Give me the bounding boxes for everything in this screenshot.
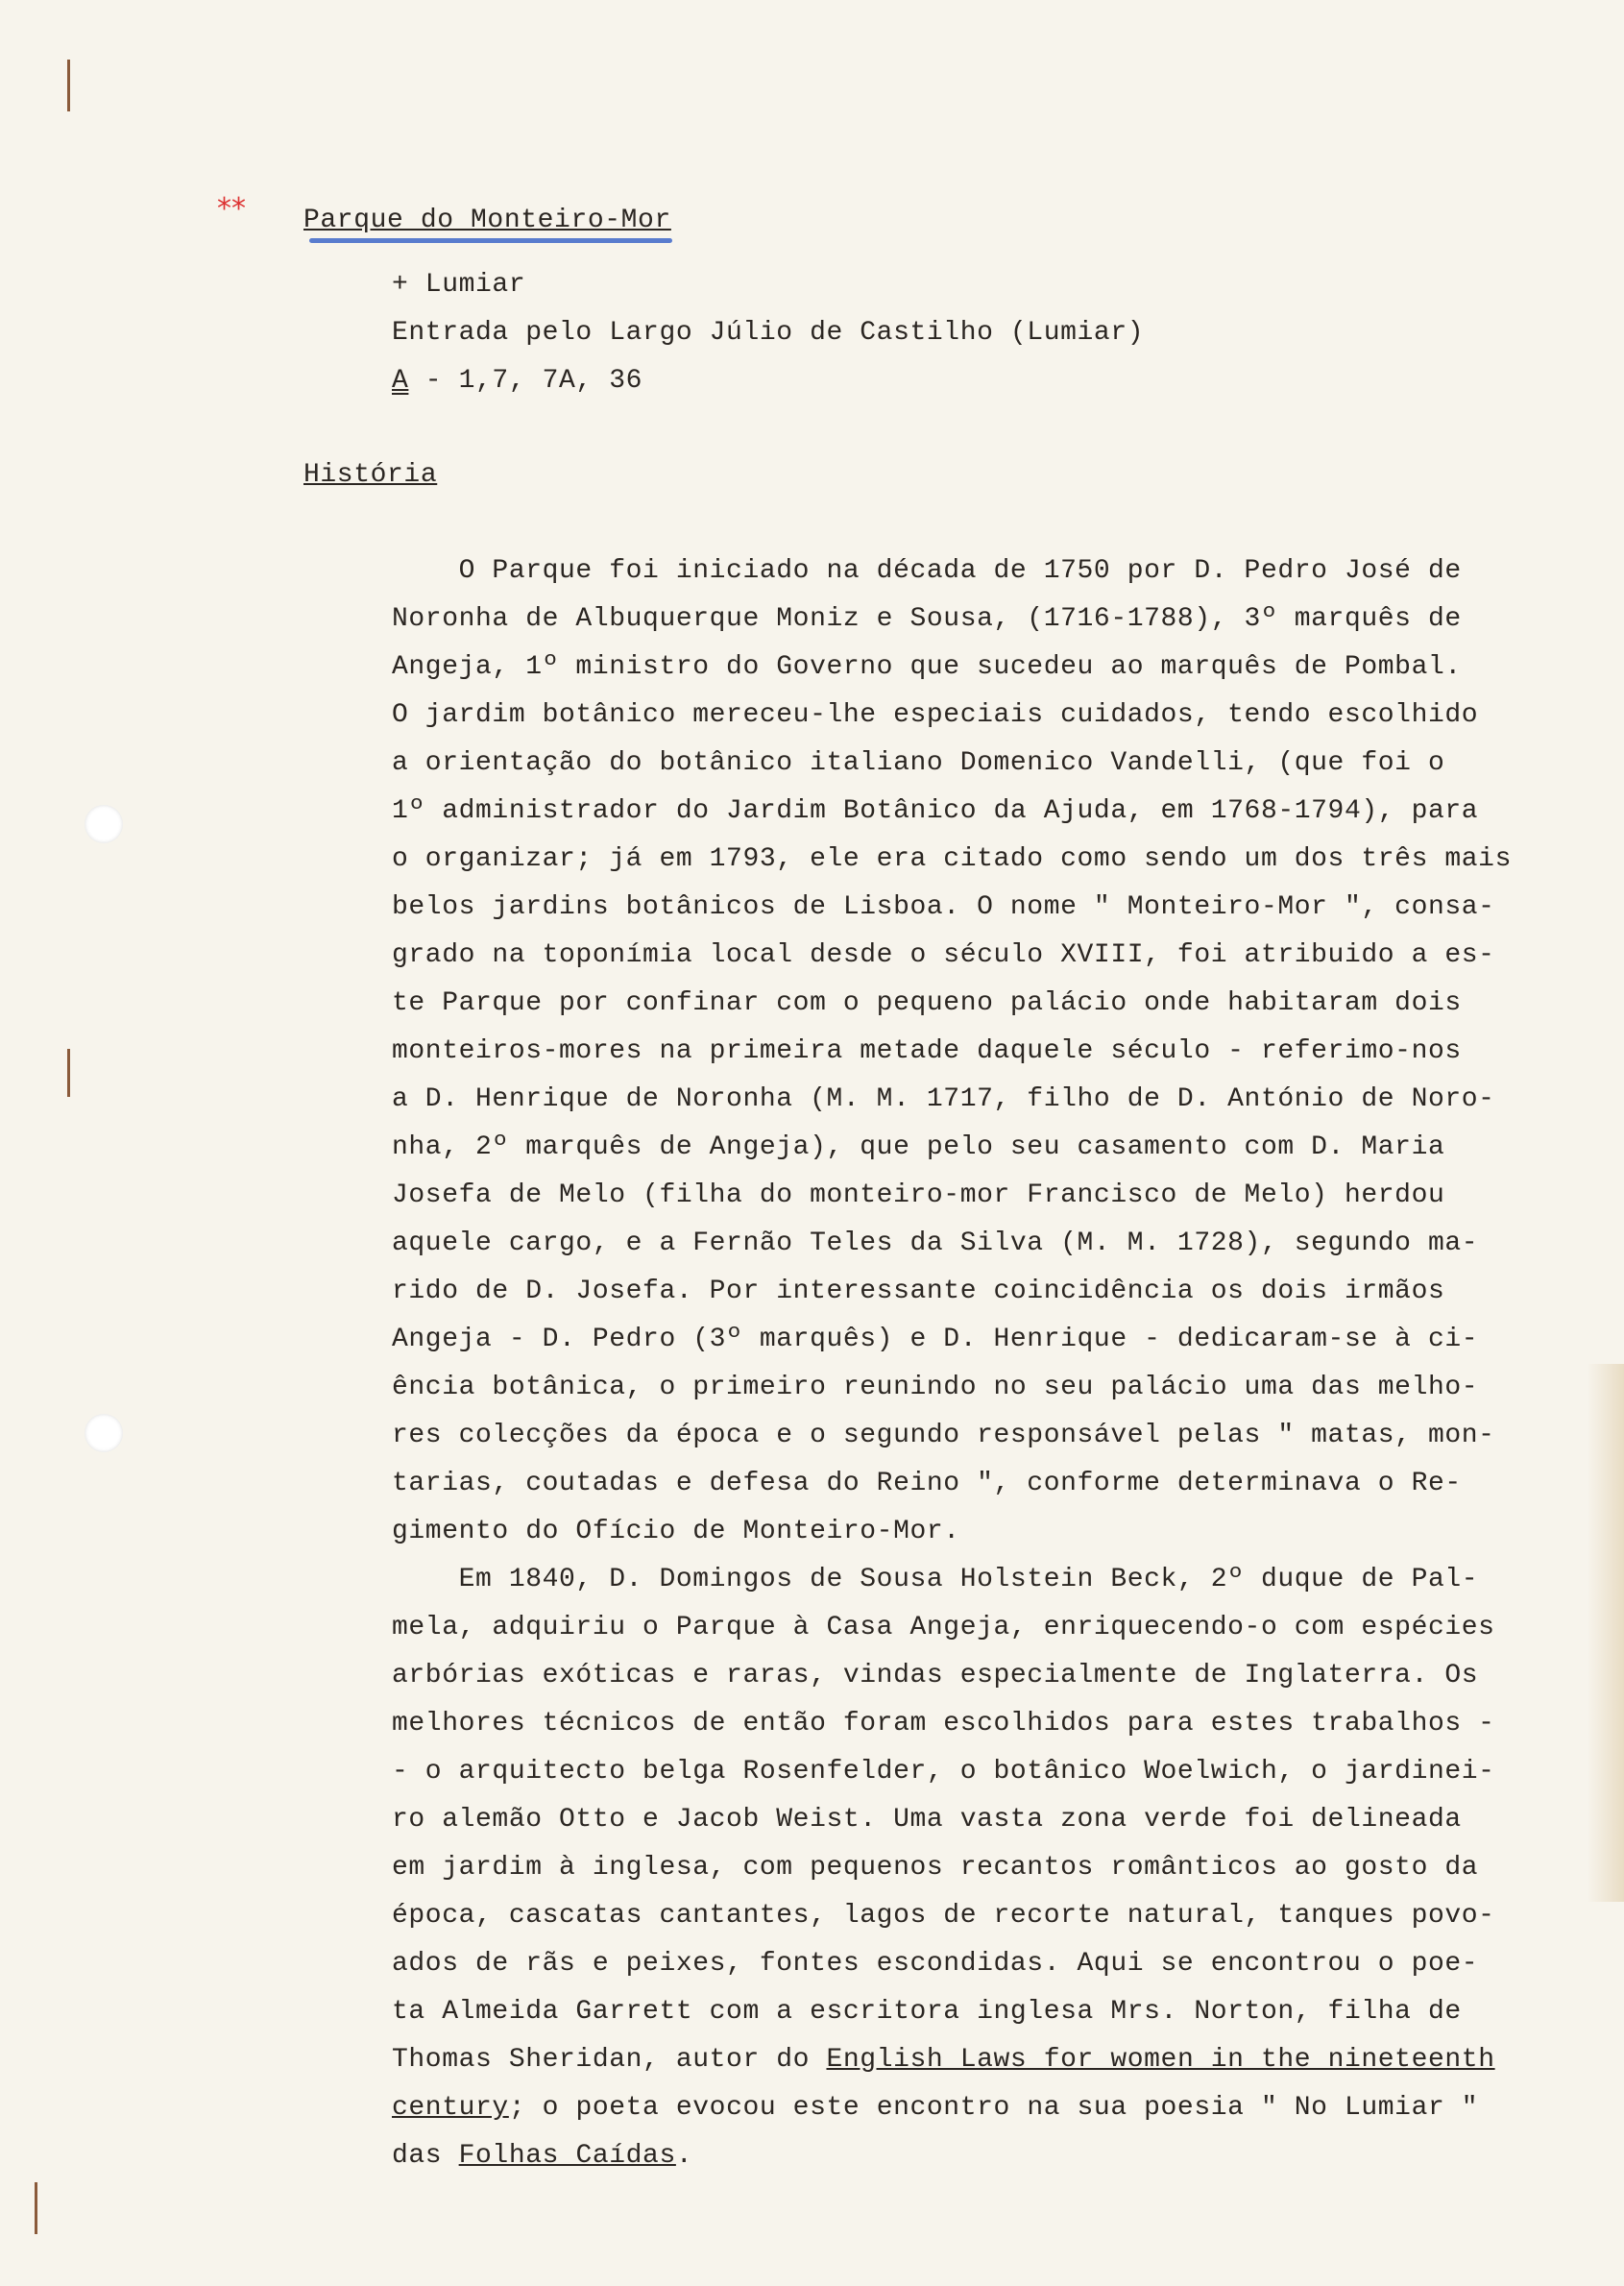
paragraph-line: monteiros-mores na primeira metade daquele século - referimo-nos — [392, 1036, 1462, 1066]
margin-mark-bottom — [35, 2182, 37, 2234]
folhas-after: . — [675, 2141, 693, 2171]
paragraph-line: grado na toponímia local desde o século XVIII, foi atribuido a es- — [392, 940, 1495, 970]
binder-hole-bottom — [85, 1414, 123, 1452]
paragraph-line: O jardim botânico mereceu-lhe especiais cuidados, tendo escolhido — [392, 700, 1479, 730]
paragraph-line: o organizar; já em 1793, ele era citado como sendo um dos três mais — [392, 844, 1512, 874]
book-title-folhas-caidas: Folhas Caídas — [458, 2141, 676, 2171]
paragraph-line-century — [392, 2084, 1478, 2132]
paragraph-line: tarias, coutadas e defesa do Reino ", conforme determinava o Re- — [392, 1469, 1462, 1498]
paragraph-line: Angeja, 1º ministro do Governo que sucedeu ao marquês de Pombal. — [392, 652, 1462, 682]
paragraph-line: mela, adquiriu o Parque à Casa Angeja, enriquecendo-o com espécies — [392, 1613, 1495, 1642]
paragraph-line: melhores técnicos de então foram escolhidos para estes trabalhos - — [392, 1709, 1495, 1739]
paragraph-line: ta Almeida Garrett com a escritora inglesa Mrs. Norton, filha de — [392, 1997, 1462, 2027]
paragraph-line: época, cascatas cantantes, lagos de recorte natural, tanques povo- — [392, 1901, 1495, 1931]
paragraph-line: Em 1840, D. Domingos de Sousa Holstein Beck, 2º duque de Pal- — [392, 1565, 1479, 1594]
paragraph-line: ência botânica, o primeiro reunindo no seu palácio uma das melho- — [392, 1373, 1479, 1402]
paragraph-line: gimento do Ofício de Monteiro-Mor. — [392, 1517, 960, 1546]
blue-pencil-underline — [309, 238, 672, 243]
paragraph-line: rido de D. Josefa. Por interessante coincidência os dois irmãos — [392, 1277, 1445, 1306]
thomas-text: Thomas Sheridan, autor do — [392, 2045, 827, 2075]
paragraph-line-thomas — [392, 2036, 1495, 2084]
paragraph-line: aquele cargo, e a Fernão Teles da Silva (M. M. 1728), segundo ma- — [392, 1228, 1479, 1258]
paragraph-line-folhas — [392, 2132, 692, 2180]
paragraph-line: nha, 2º marquês de Angeja), que pelo seu casamento com D. Maria — [392, 1132, 1445, 1162]
paragraph-line: belos jardins botânicos de Lisboa. O nome " Monteiro-Mor ", consa- — [392, 892, 1495, 922]
paragraph-line: em jardim à inglesa, com pequenos recantos românticos ao gosto da — [392, 1853, 1479, 1883]
binder-hole-top — [85, 805, 123, 843]
paragraph-line: 1º administrador do Jardim Botânico da Ajuda, em 1768-1794), para — [392, 796, 1479, 826]
paragraph-line: te Parque por confinar com o pequeno palácio onde habitaram dois — [392, 988, 1462, 1018]
location: + Lumiar — [392, 270, 526, 300]
folhas-before: das — [392, 2141, 459, 2171]
paragraph-line: - o arquitecto belga Rosenfelder, o botânico Woelwich, o jardinei- — [392, 1757, 1495, 1787]
bus-prefix: A — [392, 366, 409, 396]
red-asterisks: ** — [217, 192, 246, 226]
paragraph-line: a D. Henrique de Noronha (M. M. 1717, filho de D. António de Noro- — [392, 1084, 1495, 1114]
section-title: História — [303, 460, 438, 490]
entrance: Entrada pelo Largo Júlio de Castilho (Lumiar) — [392, 318, 1145, 348]
paragraph-line: ados de rãs e peixes, fontes escondidas. Aqui se encontrou o poe- — [392, 1949, 1479, 1979]
paragraph-line: res colecções da época e o segundo responsável pelas " matas, mon- — [392, 1421, 1495, 1450]
century-text: ; o poeta evocou este encontro na sua poesia " No Lumiar " — [508, 2093, 1479, 2123]
book-title-english-laws: English Laws for women in the nineteenth — [826, 2045, 1495, 2075]
paragraph-line: Josefa de Melo (filha do monteiro-mor Francisco de Melo) herdou — [392, 1180, 1445, 1210]
margin-mark-middle — [67, 1049, 70, 1097]
paragraph-line: a orientação do botânico italiano Domenico Vandelli, (que foi o — [392, 748, 1445, 778]
park-title-text: Parque do Monteiro-Mor — [303, 206, 671, 235]
paragraph-line: Noronha de Albuquerque Moniz e Sousa, (1716-1788), 3º marquês de — [392, 604, 1462, 634]
book-title-century: century — [392, 2093, 509, 2123]
paper-stain — [1588, 1364, 1624, 1902]
margin-mark-top — [67, 60, 70, 111]
bus-lines-text: - 1,7, 7A, 36 — [408, 366, 643, 396]
paragraph-line: Angeja - D. Pedro (3º marquês) e D. Henrique - dedicaram-se à ci- — [392, 1325, 1479, 1354]
bus-lines — [392, 357, 642, 405]
paragraph-line: ro alemão Otto e Jacob Weist. Uma vasta zona verde foi delineada — [392, 1805, 1462, 1835]
paragraph-line: arbórias exóticas e raras, vindas especialmente de Inglaterra. Os — [392, 1661, 1479, 1690]
paragraph-line: O Parque foi iniciado na década de 1750 por D. Pedro José de — [392, 556, 1462, 586]
